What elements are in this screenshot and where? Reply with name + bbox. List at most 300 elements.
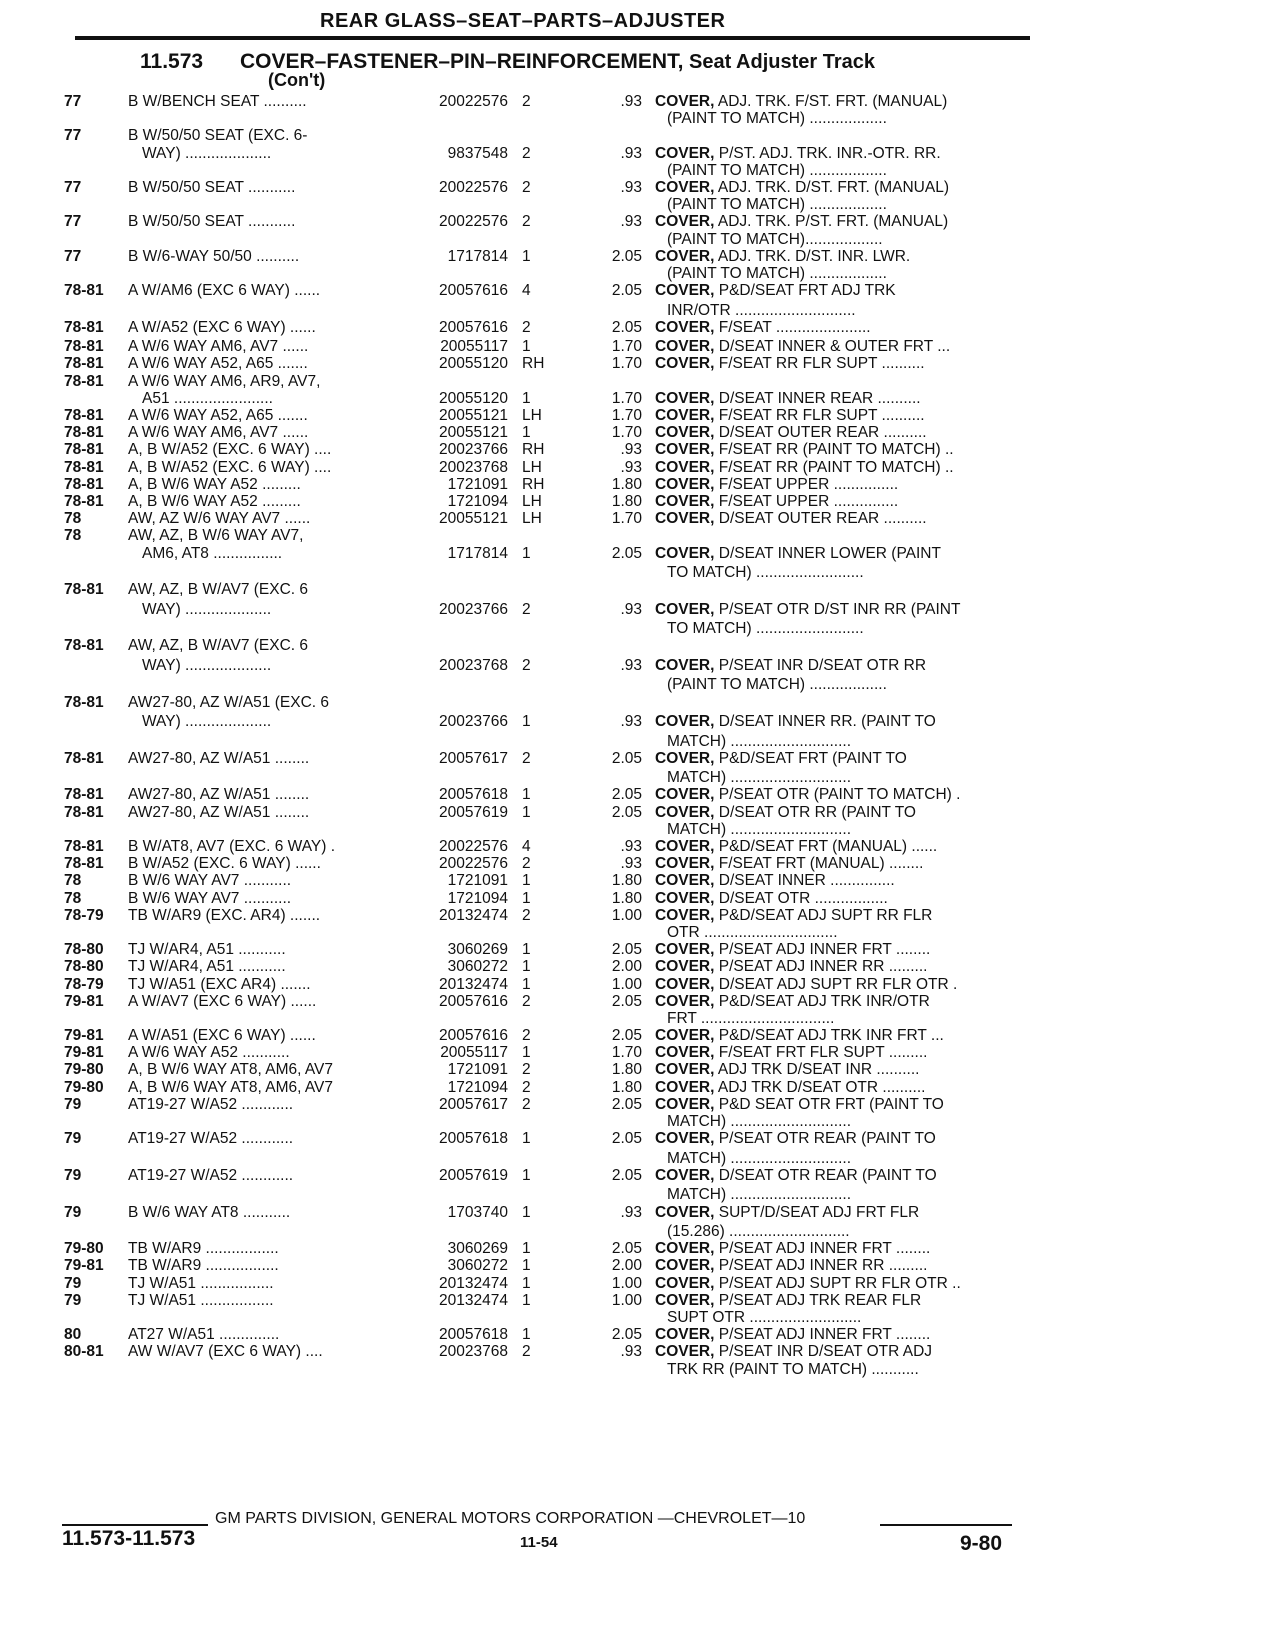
row-year: 79 (64, 1274, 82, 1292)
row-quantity: 1 (522, 941, 531, 959)
row-part-number: 20132474 (439, 1274, 508, 1292)
row-year: 78 (64, 527, 82, 545)
row-description (667, 302, 1047, 319)
row-year: 78 (64, 872, 82, 890)
table-row (0, 993, 1280, 1010)
row-description-lead: COVER, (655, 318, 715, 336)
row-price: 1.80 (611, 475, 642, 493)
row-description-text: ADJ TRK D/SEAT OTR .......... (714, 1078, 926, 1096)
row-quantity: RH (522, 355, 545, 373)
row-year: 78-81 (64, 424, 104, 442)
row-year: 79-81 (64, 992, 104, 1010)
row-price: 2.05 (611, 786, 642, 804)
row-description-text: P/SEAT INR D/SEAT OTR ADJ (714, 1343, 933, 1361)
row-part-number: 20057616 (439, 992, 508, 1010)
row-quantity: 2 (522, 855, 531, 873)
row-description (655, 1044, 1035, 1061)
row-quantity: 1 (522, 889, 531, 907)
table-row (0, 1167, 1280, 1187)
row-model: B W/50/50 SEAT (EXC. 6- (128, 127, 308, 145)
row-model: A51 ....................... (142, 389, 273, 407)
row-description-text: P&D SEAT OTR FRT (PAINT TO (714, 1095, 944, 1113)
row-year: 78-80 (64, 941, 104, 959)
row-part-number: 20023766 (439, 441, 508, 459)
table-row (0, 1113, 1280, 1130)
row-quantity: 1 (522, 1044, 531, 1062)
row-description-text: F/SEAT UPPER ............... (714, 475, 899, 493)
table-row (0, 1096, 1280, 1113)
table-row (0, 390, 1280, 407)
row-model: AT19-27 W/A52 ............ (128, 1095, 294, 1113)
row-quantity: 2 (522, 1343, 531, 1361)
table-row (0, 1257, 1280, 1274)
row-description (655, 993, 1035, 1010)
row-model: B W/50/50 SEAT ........... (128, 213, 296, 231)
table-row (0, 459, 1280, 476)
table-row (0, 127, 1280, 144)
row-price: 2.05 (611, 749, 642, 767)
row-quantity: 2 (522, 600, 531, 618)
row-year: 79-81 (64, 1257, 104, 1275)
row-description-lead: COVER, (655, 749, 715, 767)
row-description-lead: COVER, (655, 1044, 715, 1062)
row-quantity: 2 (522, 1095, 531, 1113)
table-row (0, 838, 1280, 855)
row-price: .93 (620, 144, 642, 162)
row-part-number: 1717814 (447, 247, 508, 265)
row-description (655, 941, 1035, 958)
table-row (0, 637, 1280, 657)
table-row (0, 302, 1280, 319)
row-description-lead: COVER, (655, 1326, 715, 1344)
row-description-lead: COVER, (655, 713, 715, 731)
row-quantity: 1 (522, 1130, 531, 1148)
row-part-number: 20022576 (439, 855, 508, 873)
section-continued: (Con't) (268, 70, 326, 90)
row-quantity: 2 (522, 992, 531, 1010)
row-quantity: 1 (522, 1166, 531, 1184)
row-description-text: F/SEAT RR (PAINT TO MATCH) .. (714, 458, 954, 476)
row-description-text: P/SEAT ADJ INNER FRT ........ (714, 1326, 931, 1344)
row-description-lead: COVER, (655, 1203, 715, 1221)
row-description-text: F/SEAT UPPER ............... (714, 492, 899, 510)
row-description-text: P/SEAT ADJ SUPT RR FLR OTR .. (714, 1274, 961, 1292)
row-quantity: 1 (522, 1203, 531, 1221)
row-quantity: 2 (522, 749, 531, 767)
row-year: 78-81 (64, 475, 104, 493)
row-part-number: 20022576 (439, 178, 508, 196)
row-quantity: 1 (522, 975, 531, 993)
row-price: 2.05 (611, 282, 642, 300)
row-quantity: 1 (522, 1274, 531, 1292)
row-year: 78-81 (64, 693, 104, 711)
row-description (667, 1113, 1047, 1130)
row-description (667, 1186, 1047, 1203)
row-year: 77 (64, 247, 82, 265)
row-year: 79-80 (64, 1061, 104, 1079)
row-price: .93 (620, 458, 642, 476)
table-row (0, 545, 1280, 565)
row-quantity: RH (522, 441, 545, 459)
row-description-text: MATCH) ............................ (667, 1149, 852, 1167)
row-description (667, 620, 1047, 637)
table-row (0, 855, 1280, 872)
table-row (0, 1240, 1280, 1257)
row-model: A W/AV7 (EXC 6 WAY) ...... (128, 992, 317, 1010)
table-row (0, 786, 1280, 803)
row-description (655, 601, 1035, 618)
row-description (655, 1167, 1035, 1184)
row-part-number: 20022576 (439, 93, 508, 110)
row-year: 77 (64, 93, 82, 110)
row-model: TJ W/AR4, A51 ........... (128, 958, 286, 976)
row-description (655, 93, 1035, 110)
row-year: 78-81 (64, 372, 104, 390)
row-model: WAY) .................... (142, 144, 272, 162)
row-price: 2.05 (611, 1095, 642, 1113)
row-year: 78-81 (64, 441, 104, 459)
row-description (667, 1361, 1047, 1378)
row-description-lead: COVER, (655, 213, 715, 231)
row-price: 1.70 (611, 355, 642, 373)
row-model: B W/6 WAY AV7 ........... (128, 872, 292, 890)
row-year: 78-81 (64, 803, 104, 821)
row-model: A, B W/A52 (EXC. 6 WAY) .... (128, 441, 332, 459)
table-row (0, 1079, 1280, 1096)
row-description-text: D/SEAT INNER ............... (714, 872, 895, 890)
row-description-lead: COVER, (655, 1078, 715, 1096)
row-part-number: 20057617 (439, 749, 508, 767)
row-quantity: 1 (522, 803, 531, 821)
row-model: B W/6 WAY AT8 ........... (128, 1203, 291, 1221)
row-model: AW27-80, AZ W/A51 ........ (128, 803, 310, 821)
row-description (667, 733, 1047, 750)
row-price: .93 (620, 838, 642, 855)
row-quantity: 1 (522, 1240, 531, 1258)
table-row (0, 750, 1280, 770)
row-model: AW, AZ, B W/6 WAY AV7, (128, 527, 304, 545)
row-model: AW27-80, AZ W/A51 (EXC. 6 (128, 693, 329, 711)
row-description (655, 713, 1035, 730)
row-description-lead: COVER, (655, 1274, 715, 1292)
row-year: 79 (64, 1130, 82, 1148)
row-model: B W/A52 (EXC. 6 WAY) ...... (128, 855, 321, 873)
footer-section-range: 11.573-11.573 (62, 1527, 196, 1550)
row-description-text: P&D/SEAT ADJ TRK INR FRT ... (714, 1027, 944, 1045)
row-description-text: P/ST. ADJ. TRK. INR.-OTR. RR. (714, 144, 941, 162)
table-row (0, 1130, 1280, 1150)
row-model: A, B W/A52 (EXC. 6 WAY) .... (128, 458, 332, 476)
row-description (655, 545, 1035, 562)
row-quantity: 1 (522, 544, 531, 562)
section-title-bold: COVER–FASTENER–PIN–REINFORCEMENT, (240, 50, 684, 73)
row-description (655, 1343, 1035, 1360)
row-model: B W/6 WAY AV7 ........... (128, 889, 292, 907)
row-model: A W/A52 (EXC 6 WAY) ...... (128, 318, 316, 336)
row-model: A W/A51 (EXC 6 WAY) ...... (128, 1027, 316, 1045)
row-description (655, 441, 1035, 458)
row-description-text: D/SEAT OTR ................. (714, 889, 888, 907)
row-description-text: P/SEAT ADJ INNER FRT ........ (714, 1240, 931, 1258)
table-row (0, 493, 1280, 510)
section-title-rest: Seat Adjuster Track (683, 51, 875, 73)
row-description (655, 282, 1035, 299)
row-quantity: 4 (522, 282, 531, 300)
row-quantity: 2 (522, 1078, 531, 1096)
row-description-lead: COVER, (655, 803, 715, 821)
row-part-number: 20022576 (439, 838, 508, 855)
table-row (0, 1010, 1280, 1027)
row-year: 78-81 (64, 838, 104, 855)
row-description-lead: COVER, (655, 656, 715, 674)
table-row (0, 1275, 1280, 1292)
table-row (0, 976, 1280, 993)
row-description-lead: COVER, (655, 178, 715, 196)
table-row (0, 713, 1280, 733)
row-part-number: 20057618 (439, 786, 508, 804)
row-model: AW, AZ, B W/AV7 (EXC. 6 (128, 581, 309, 599)
row-part-number: 20057616 (439, 318, 508, 336)
row-description (655, 855, 1035, 872)
row-description-text: D/SEAT OUTER REAR .......... (714, 424, 927, 442)
row-description-lead: COVER, (655, 1130, 715, 1148)
table-row (0, 1150, 1280, 1167)
row-price: 1.70 (611, 407, 642, 424)
row-description-text: D/SEAT OTR RR (PAINT TO (714, 803, 916, 821)
row-quantity: RH (522, 475, 545, 493)
row-description (655, 750, 1035, 767)
row-model: TJ W/A51 (EXC AR4) ....... (128, 975, 311, 993)
row-year: 78-81 (64, 786, 104, 804)
row-description-lead: COVER, (655, 838, 715, 855)
table-row (0, 441, 1280, 458)
row-price: .93 (620, 600, 642, 618)
table-row (0, 620, 1280, 637)
row-price: .93 (620, 213, 642, 231)
row-model: AW, AZ W/6 WAY AV7 ...... (128, 510, 311, 528)
row-part-number: 20057617 (439, 1095, 508, 1113)
row-part-number: 1721094 (447, 889, 508, 907)
row-price: 1.70 (611, 338, 642, 356)
table-row (0, 872, 1280, 889)
row-model: A, B W/6 WAY AT8, AM6, AV7 (128, 1078, 334, 1096)
table-row (0, 733, 1280, 750)
row-description (655, 657, 1035, 674)
row-description-lead: COVER, (655, 282, 715, 300)
row-description-text: D/SEAT INNER LOWER (PAINT (714, 544, 941, 562)
row-price: .93 (620, 441, 642, 459)
table-row (0, 1061, 1280, 1078)
row-description-text: P&D/SEAT FRT ADJ TRK (714, 282, 896, 300)
table-row (0, 941, 1280, 958)
row-quantity: 1 (522, 1291, 531, 1309)
row-description-lead: COVER, (655, 247, 715, 265)
section-number: 11.573 (140, 50, 204, 73)
row-price: 2.05 (611, 1027, 642, 1045)
row-price: 1.70 (611, 424, 642, 442)
row-description (667, 265, 1047, 282)
row-description-text: (PAINT TO MATCH).................. (667, 230, 883, 248)
row-part-number: 20132474 (439, 975, 508, 993)
row-description-text: TO MATCH) ......................... (667, 564, 864, 581)
row-model: A, B W/6 WAY A52 ......... (128, 492, 301, 510)
table-row (0, 958, 1280, 975)
row-quantity: 1 (522, 786, 531, 804)
table-row (0, 355, 1280, 372)
row-year: 80-81 (64, 1343, 104, 1361)
row-description-lead: COVER, (655, 475, 715, 493)
table-row (0, 162, 1280, 179)
row-description (667, 1309, 1047, 1326)
row-model: AW27-80, AZ W/A51 ........ (128, 749, 310, 767)
row-description-text: ADJ. TRK. D/ST. INR. LWR. (714, 247, 911, 265)
row-description (655, 907, 1035, 924)
row-price: .93 (620, 1343, 642, 1361)
row-description-lead: COVER, (655, 1240, 715, 1258)
table-row (0, 821, 1280, 838)
table-row (0, 1309, 1280, 1326)
row-quantity: 2 (522, 906, 531, 924)
row-model: AM6, AT8 ................ (142, 544, 283, 562)
footer-date: 9-80 (960, 1532, 1003, 1555)
row-description (655, 390, 1035, 407)
row-description-lead: COVER, (655, 407, 715, 424)
row-description-text: ADJ. TRK. P/ST. FRT. (MANUAL) (714, 213, 949, 231)
row-price: 2.05 (611, 1240, 642, 1258)
row-description-text: P/SEAT OTR REAR (PAINT TO (714, 1130, 936, 1148)
row-price: 1.70 (611, 510, 642, 528)
row-description-text: SUPT OTR .......................... (667, 1309, 862, 1326)
table-row (0, 110, 1280, 127)
row-price: .93 (620, 855, 642, 873)
row-model: A W/6 WAY AM6, AV7 ...... (128, 338, 309, 356)
row-description-text: P/SEAT ADJ INNER FRT ........ (714, 941, 931, 959)
row-year: 78-79 (64, 975, 104, 993)
row-year: 79 (64, 1203, 82, 1221)
row-description-lead: COVER, (655, 1291, 715, 1309)
row-description-text: P/SEAT ADJ INNER RR ......... (714, 1257, 928, 1275)
row-model: AW, AZ, B W/AV7 (EXC. 6 (128, 637, 309, 655)
row-price: 1.00 (611, 975, 642, 993)
row-year: 78-81 (64, 855, 104, 873)
row-description-text: P/SEAT ADJ TRK REAR FLR (714, 1291, 922, 1309)
row-description-text: MATCH) ............................ (667, 1186, 852, 1204)
row-description (667, 1223, 1047, 1240)
row-description (655, 407, 1035, 424)
row-price: 1.80 (611, 872, 642, 890)
table-row (0, 1326, 1280, 1343)
row-price: 2.05 (611, 1166, 642, 1184)
row-price: 1.70 (611, 1044, 642, 1062)
row-description-lead: COVER, (655, 441, 715, 459)
row-year: 78-79 (64, 906, 104, 924)
row-model: AT19-27 W/A52 ............ (128, 1130, 294, 1148)
row-part-number: 1721091 (447, 1061, 508, 1079)
row-description-text: P&D/SEAT FRT (MANUAL) ...... (714, 838, 938, 855)
row-model: TJ W/A51 ................. (128, 1291, 274, 1309)
row-quantity: 2 (522, 178, 531, 196)
row-description-text: (PAINT TO MATCH) .................. (667, 110, 887, 128)
row-description-lead: COVER, (655, 855, 715, 873)
row-description-lead: COVER, (655, 786, 715, 804)
row-description-lead: COVER, (655, 889, 715, 907)
table-row (0, 924, 1280, 941)
row-part-number: 20057616 (439, 1027, 508, 1045)
row-model: TB W/AR9 ................. (128, 1240, 279, 1258)
row-description-lead: COVER, (655, 906, 715, 924)
table-row (0, 676, 1280, 693)
row-description (667, 769, 1047, 786)
row-description-text: D/SEAT ADJ SUPT RR FLR OTR . (714, 975, 958, 993)
row-price: 2.05 (611, 941, 642, 959)
row-quantity: 2 (522, 1061, 531, 1079)
row-price: 2.05 (611, 992, 642, 1010)
row-quantity: 1 (522, 247, 531, 265)
row-year: 78-81 (64, 282, 104, 300)
row-price: .93 (620, 713, 642, 731)
table-row (0, 196, 1280, 213)
row-description (667, 110, 1047, 127)
row-description (655, 338, 1035, 355)
row-quantity: 2 (522, 1027, 531, 1045)
row-description (655, 355, 1035, 372)
row-description (667, 162, 1047, 179)
row-description (667, 1010, 1047, 1027)
row-description (655, 493, 1035, 510)
table-row (0, 601, 1280, 621)
row-description-lead: COVER, (655, 1027, 715, 1045)
row-description (655, 248, 1035, 265)
row-quantity: 2 (522, 93, 531, 110)
row-price: 2.05 (611, 318, 642, 336)
row-description-text: FRT ............................... (667, 1009, 835, 1027)
row-year: 80 (64, 1326, 82, 1344)
row-model: B W/AT8, AV7 (EXC. 6 WAY) . (128, 838, 335, 855)
row-year: 79 (64, 1095, 82, 1113)
row-description-text: (PAINT TO MATCH) .................. (667, 676, 887, 694)
row-price: 2.05 (611, 803, 642, 821)
row-model: TB W/AR9 ................. (128, 1257, 279, 1275)
row-description (655, 1292, 1035, 1309)
row-part-number: 20057618 (439, 1130, 508, 1148)
row-quantity: 1 (522, 389, 531, 407)
row-part-number: 9837548 (447, 144, 508, 162)
row-description (655, 976, 1035, 993)
row-description (655, 1096, 1035, 1113)
table-row (0, 213, 1280, 230)
row-description-text: (PAINT TO MATCH) .................. (667, 264, 887, 282)
table-row (0, 527, 1280, 544)
row-year: 78-81 (64, 492, 104, 510)
row-year: 78-81 (64, 338, 104, 356)
row-description-text: F/SEAT RR (PAINT TO MATCH) .. (714, 441, 954, 459)
row-part-number: 20023768 (439, 458, 508, 476)
row-description-text: D/SEAT OUTER REAR .......... (714, 510, 927, 528)
row-model: AW W/AV7 (EXC 6 WAY) .... (128, 1343, 323, 1361)
row-description-text: P/SEAT INR D/SEAT OTR RR (714, 656, 927, 674)
row-description-lead: COVER, (655, 992, 715, 1010)
footer-page-number: 11-54 (520, 1534, 558, 1551)
row-part-number: 20023766 (439, 713, 508, 731)
row-description-text: (15.286) ............................ (667, 1223, 850, 1241)
row-price: 2.00 (611, 1257, 642, 1275)
row-model: WAY) .................... (142, 713, 272, 731)
row-year: 78-81 (64, 581, 104, 599)
row-part-number: 3060272 (447, 1257, 508, 1275)
row-description (667, 821, 1047, 838)
row-quantity: 2 (522, 656, 531, 674)
row-price: 2.05 (611, 544, 642, 562)
